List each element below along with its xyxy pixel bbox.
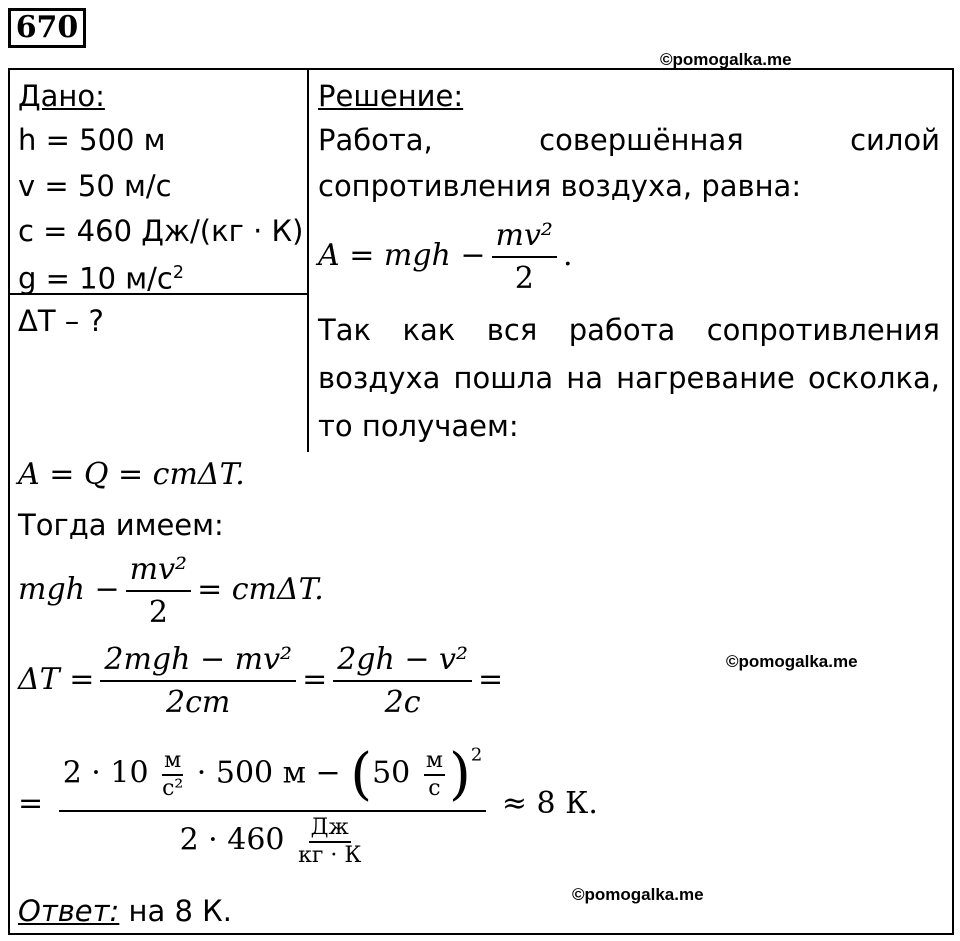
equation-balance: mgh − $\frac{\text{mv²}}{2}$ = cmΔT.	[18, 552, 324, 630]
equation-delta-t: ΔT = $\frac{\text{2mgh − mv²}}{2cm}$ = $\frac{\text{2gh − v²}}{2c}$ =	[18, 642, 504, 720]
solution-para2-line-3: то получаем:	[318, 409, 519, 443]
find-delta-t: ΔТ – ?	[18, 304, 104, 338]
watermark-middle: ©pomogalka.me	[726, 652, 858, 671]
given-velocity: v = 50 м/с	[18, 169, 172, 203]
column-divider	[307, 68, 309, 452]
watermark-bottom: ©pomogalka.me	[572, 885, 704, 904]
given-heading: Дано:	[18, 79, 105, 113]
solution-line-1: Работа, совершённая силой	[318, 123, 940, 157]
equation-numeric: = 2 · 10 $\frac{м}{\text{с²}}$ · 500 м − (50 $\frac{м}{с}$ )$^2$ 2 · 460 $\frac{Дж}{кг \cdot К}$ ≈ 8 К.	[18, 742, 598, 868]
answer: Ответ: на 8 К.	[18, 894, 232, 928]
problem-number: 670	[8, 8, 86, 48]
given-height: h = 500 м	[18, 123, 166, 157]
given-heat-capacity: c = 460 Дж/(кг · К)	[18, 214, 304, 248]
solution-para2-line-2: воздуха пошла на нагревание осколка,	[318, 361, 940, 395]
watermark-top: ©pomogalka.me	[660, 50, 792, 69]
equation-work: A = mgh − $\frac{\text{mv²}}{2}$ .	[318, 218, 573, 296]
given-gravity: g = 10 $м/с^2$	[18, 261, 184, 296]
solution-line-2: сопротивления воздуха, равна:	[318, 169, 802, 203]
solution-heading: Решение:	[318, 79, 464, 113]
then-text: Тогда имеем:	[18, 508, 224, 542]
equation-energy: A = Q = cmΔT.	[18, 457, 245, 492]
solution-para2-line-1: Так как вся работа сопротивления	[318, 313, 940, 347]
